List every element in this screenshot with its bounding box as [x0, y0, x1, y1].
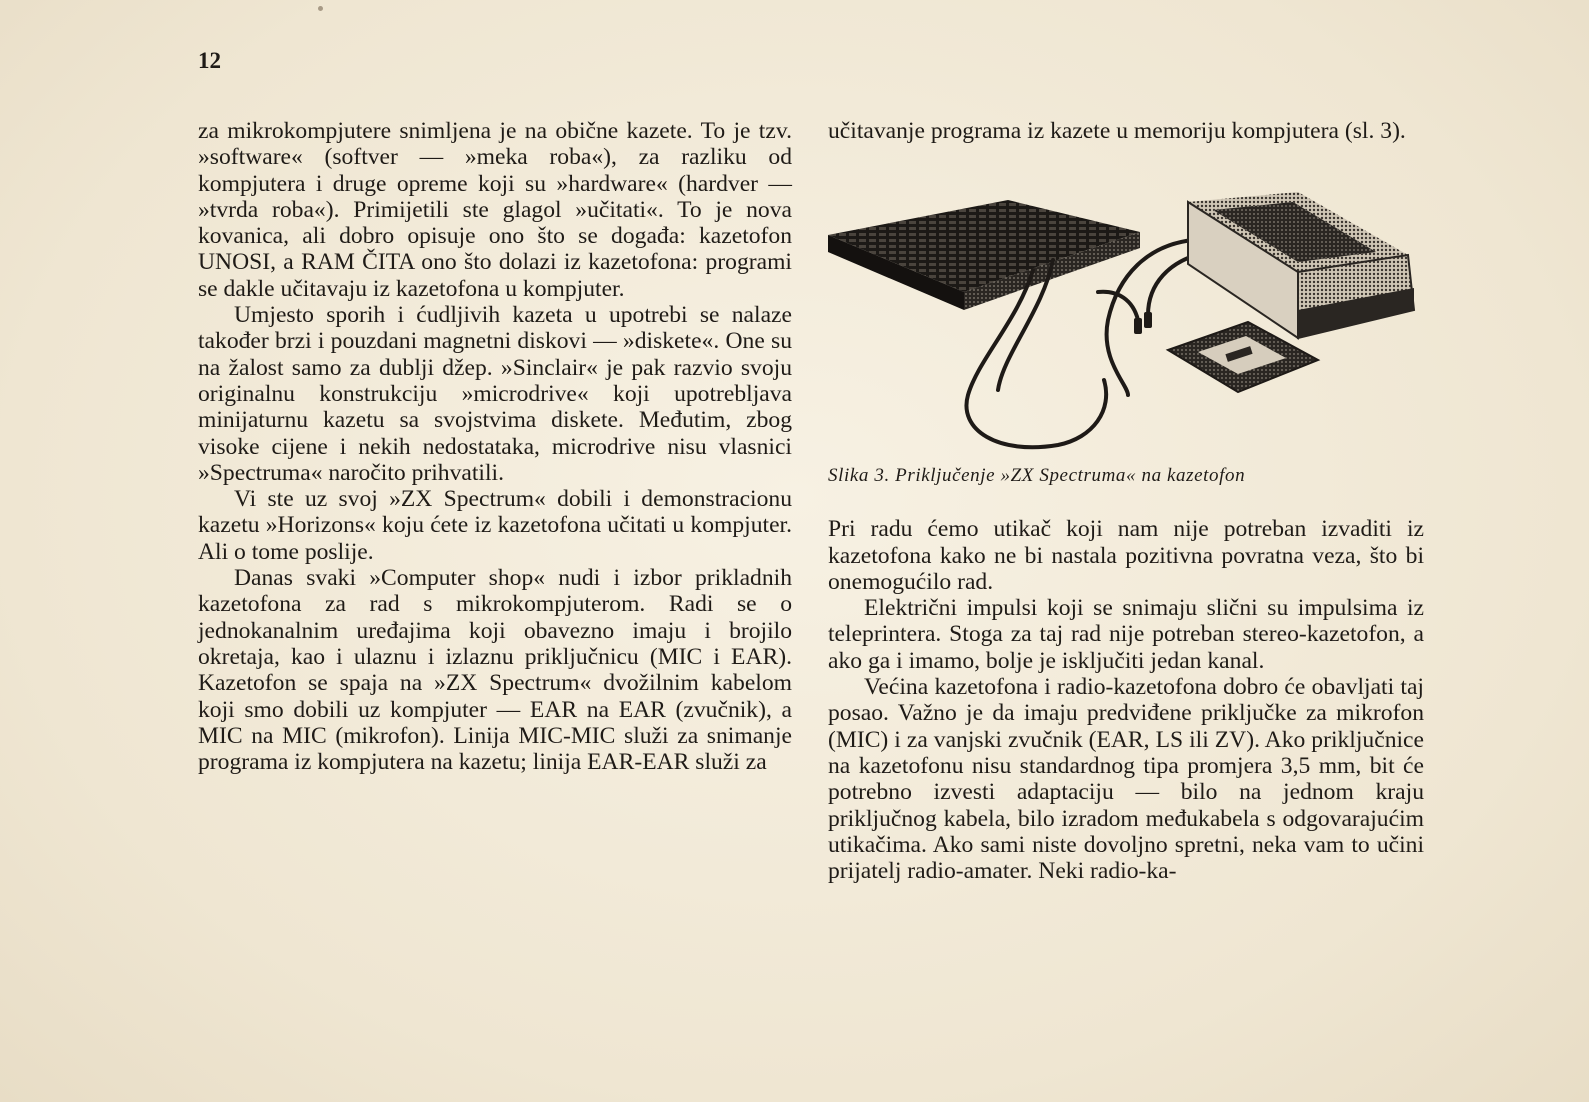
paragraph: Većina kazetofona i radio-kazetofona dobro će obavljati taj posao. Važno je da imaju predviđene priključke za mikrofon (MIC) i za vanjski zvučnik (EAR, LS ili ZV). Ako priključnice na kazetofonu nisu standardnog tipa promjera 3,5 mm, bit će potrebno izvesti adaptaciju — bilo na jednom kraju priključnog kabela, bilo izradom međukabela s odgovarajućim utikačima. Ako sami niste dovoljno spretni, neka vam to učini prijatelj radio-amater. Neki radio-ka-: [828, 674, 1424, 885]
paragraph: Vi ste uz svoj »ZX Spectrum« dobili i demonstracionu kazetu »Horizons« koju ćete iz kazetofona učitati u kompjuter. Ali o tome poslije.: [198, 486, 792, 565]
zx-spectrum-computer: [828, 200, 1140, 310]
paragraph: za mikrokompjutere snimljena je na obične kazete. To je tzv. »software« (softver — »meka roba«), za razliku od kompjutera i druge opreme koji su »hardware« (hardver — »tvrda roba«). Primijetili ste glagol »učitati«. To je nova kovanica, ali dobro opisuje ono što se događa: kazetofon UNOSI, a RAM ČITA ono što dolazi iz kazetofona: programi se dakle učitavaju iz kazetofona u kompjuter.: [198, 118, 792, 302]
figure-spectrum-cassette-photo: [828, 160, 1424, 460]
paper-speck: [318, 6, 323, 11]
paragraph: učitavanje programa iz kazete u memoriju kompjutera (sl. 3).: [828, 118, 1406, 144]
figure-caption: Slika 3. Priključenje »ZX Spectruma« na kazetofon: [828, 465, 1246, 487]
paragraph: Električni impulsi koji se snimaju slični su impulsima iz teleprintera. Stoga za taj rad nije potreban stereo-kazetofon, a ako ga i imamo, bolje je isključiti jedan kanal.: [828, 595, 1424, 674]
paragraph: Danas svaki »Computer shop« nudi i izbor prikladnih kazetofona za rad s mikrokompjuterom. Radi se o jednokanalnim uređajima koji obavezno imaju i brojilo okretaja, kao i ulaznu i izlaznu priključnicu (MIC i EAR). Kazetofon se spaja na »ZX Spectrum« dvožilnim kabelom koji smo dobili uz kompjuter — EAR na EAR (zvučnik), a MIC na MIC (mikrofon). Linija MIC-MIC služi za snimanje programa iz kompjutera na kazetu; linija EAR-EAR služi za: [198, 565, 792, 776]
paragraph: Pri radu ćemo utikač koji nam nije potreban izvaditi iz kazetofona kako ne bi nastala pozitivna povratna veza, što bi onemogućilo rad.: [828, 516, 1424, 595]
left-column: [198, 118, 792, 775]
paragraph: Umjesto sporih i ćudljivih kazeta u upotrebi se nalaze također brzi i pouzdani magnetni diskovi — »diskete«. One su na žalost samo za dublji džep. »Sinclair« je pak razvio svoju originalnu konstrukciju »microdrive« koji upotrebljava minijaturnu kazetu sa svojstvima diskete. Međutim, zbog visoke cijene i nekih nedostataka, microdrive nisu vlasnici »Spectruma« naročito prihvatili.: [198, 302, 792, 486]
cassette-recorder: [1188, 192, 1414, 338]
spectrum-cassette-illustration: [828, 160, 1424, 460]
right-column: [828, 118, 1424, 884]
page-number: 12: [198, 48, 221, 73]
